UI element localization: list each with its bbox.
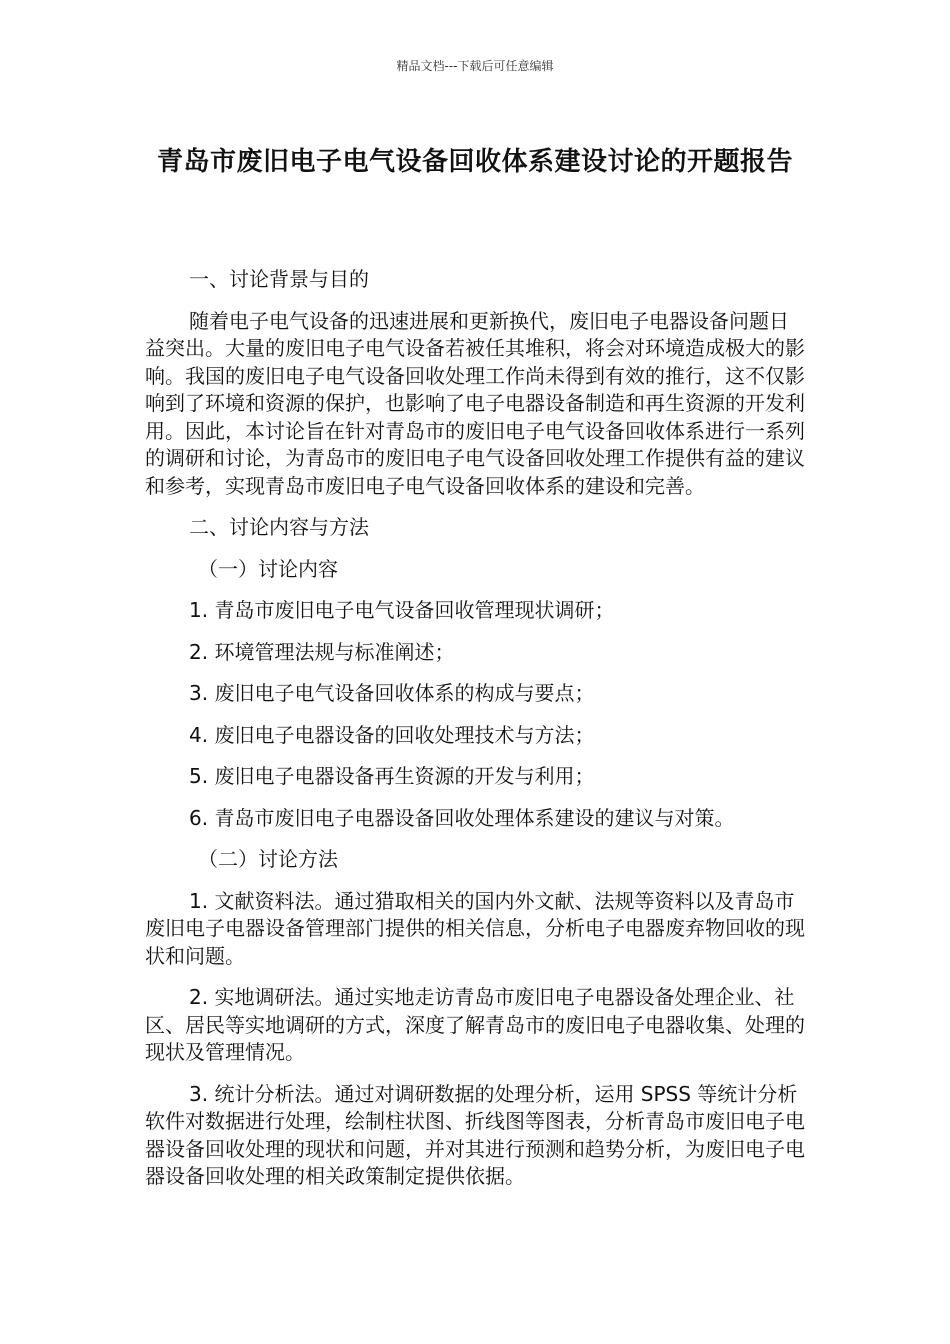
content-list-item: 5. 废旧电子电器设备再生资源的开发与利用； [189,764,595,788]
document-title: 青岛市废旧电子电气设备回收体系建设讨论的开题报告 [156,147,793,177]
content-list-item: 6. 青岛市废旧电子电器设备回收处理体系建设的建议与对策。 [189,805,735,830]
method-paragraph-literature: 1. 文献资料法。通过猎取相关的国内外文献、法规等资料以及青岛市废旧电子电器设备管理部门提供的相关信息，分析电子电器废弃物回收的现状和问题。 [145,888,805,968]
section-1-paragraph: 随着电子电气设备的迅速进展和更新换代，废旧电子电器设备问题日益突出。大量的废旧电子电气设备若被任其堆积，将会对环境造成极大的影响。我国的废旧电子电气设备回收处理工作尚未得到有效的推行，这不仅影响到了环境和资源的保护，也影响了电子电器设备制造和再生资源的开发利用。因此，本讨论旨在针对青岛市的废旧电子电气设备回收体系进行一系列的调研和讨论，为青岛市的废旧电子电气设备回收处理工作提供有益的建议和参考，实现青岛市废旧电子电气设备回收体系的建设和完善。 [145,308,805,498]
content-list-item: 1. 青岛市废旧电子电气设备回收管理现状调研； [189,598,615,622]
section-2-heading: 二、讨论内容与方法 [189,515,369,539]
research-content-heading: （一）讨论内容 [198,556,338,581]
research-method-heading: （二）讨论方法 [198,847,338,871]
content-list-item: 4. 废旧电子电器设备的回收处理技术与方法； [189,722,595,747]
header-note: 精品文档---下载后可任意编辑 [396,59,554,73]
content-list-item: 3. 废旧电子电气设备回收体系的构成与要点； [189,681,595,705]
section-1-heading: 一、讨论背景与目的 [189,267,369,291]
method-paragraph-field-survey: 2. 实地调研法。通过实地走访青岛市废旧电子电器设备处理企业、社区、居民等实地调研的方式，深度了解青岛市的废旧电子电器收集、处理的现状及管理情况。 [145,985,805,1064]
method-paragraph-statistics: 3. 统计分析法。通过对调研数据的处理分析，运用 SPSS 等统计分析软件对数据进行处理，绘制柱状图、折线图等图表，分析青岛市废旧电子电器设备回收处理的现状和问题，并对其进行预测和趋势分析，为废旧电子电器设备回收处理的相关政策制定提供依据。 [145,1081,805,1188]
content-list-item: 2. 环境管理法规与标准阐述； [189,639,455,664]
document-body [145,266,805,1205]
